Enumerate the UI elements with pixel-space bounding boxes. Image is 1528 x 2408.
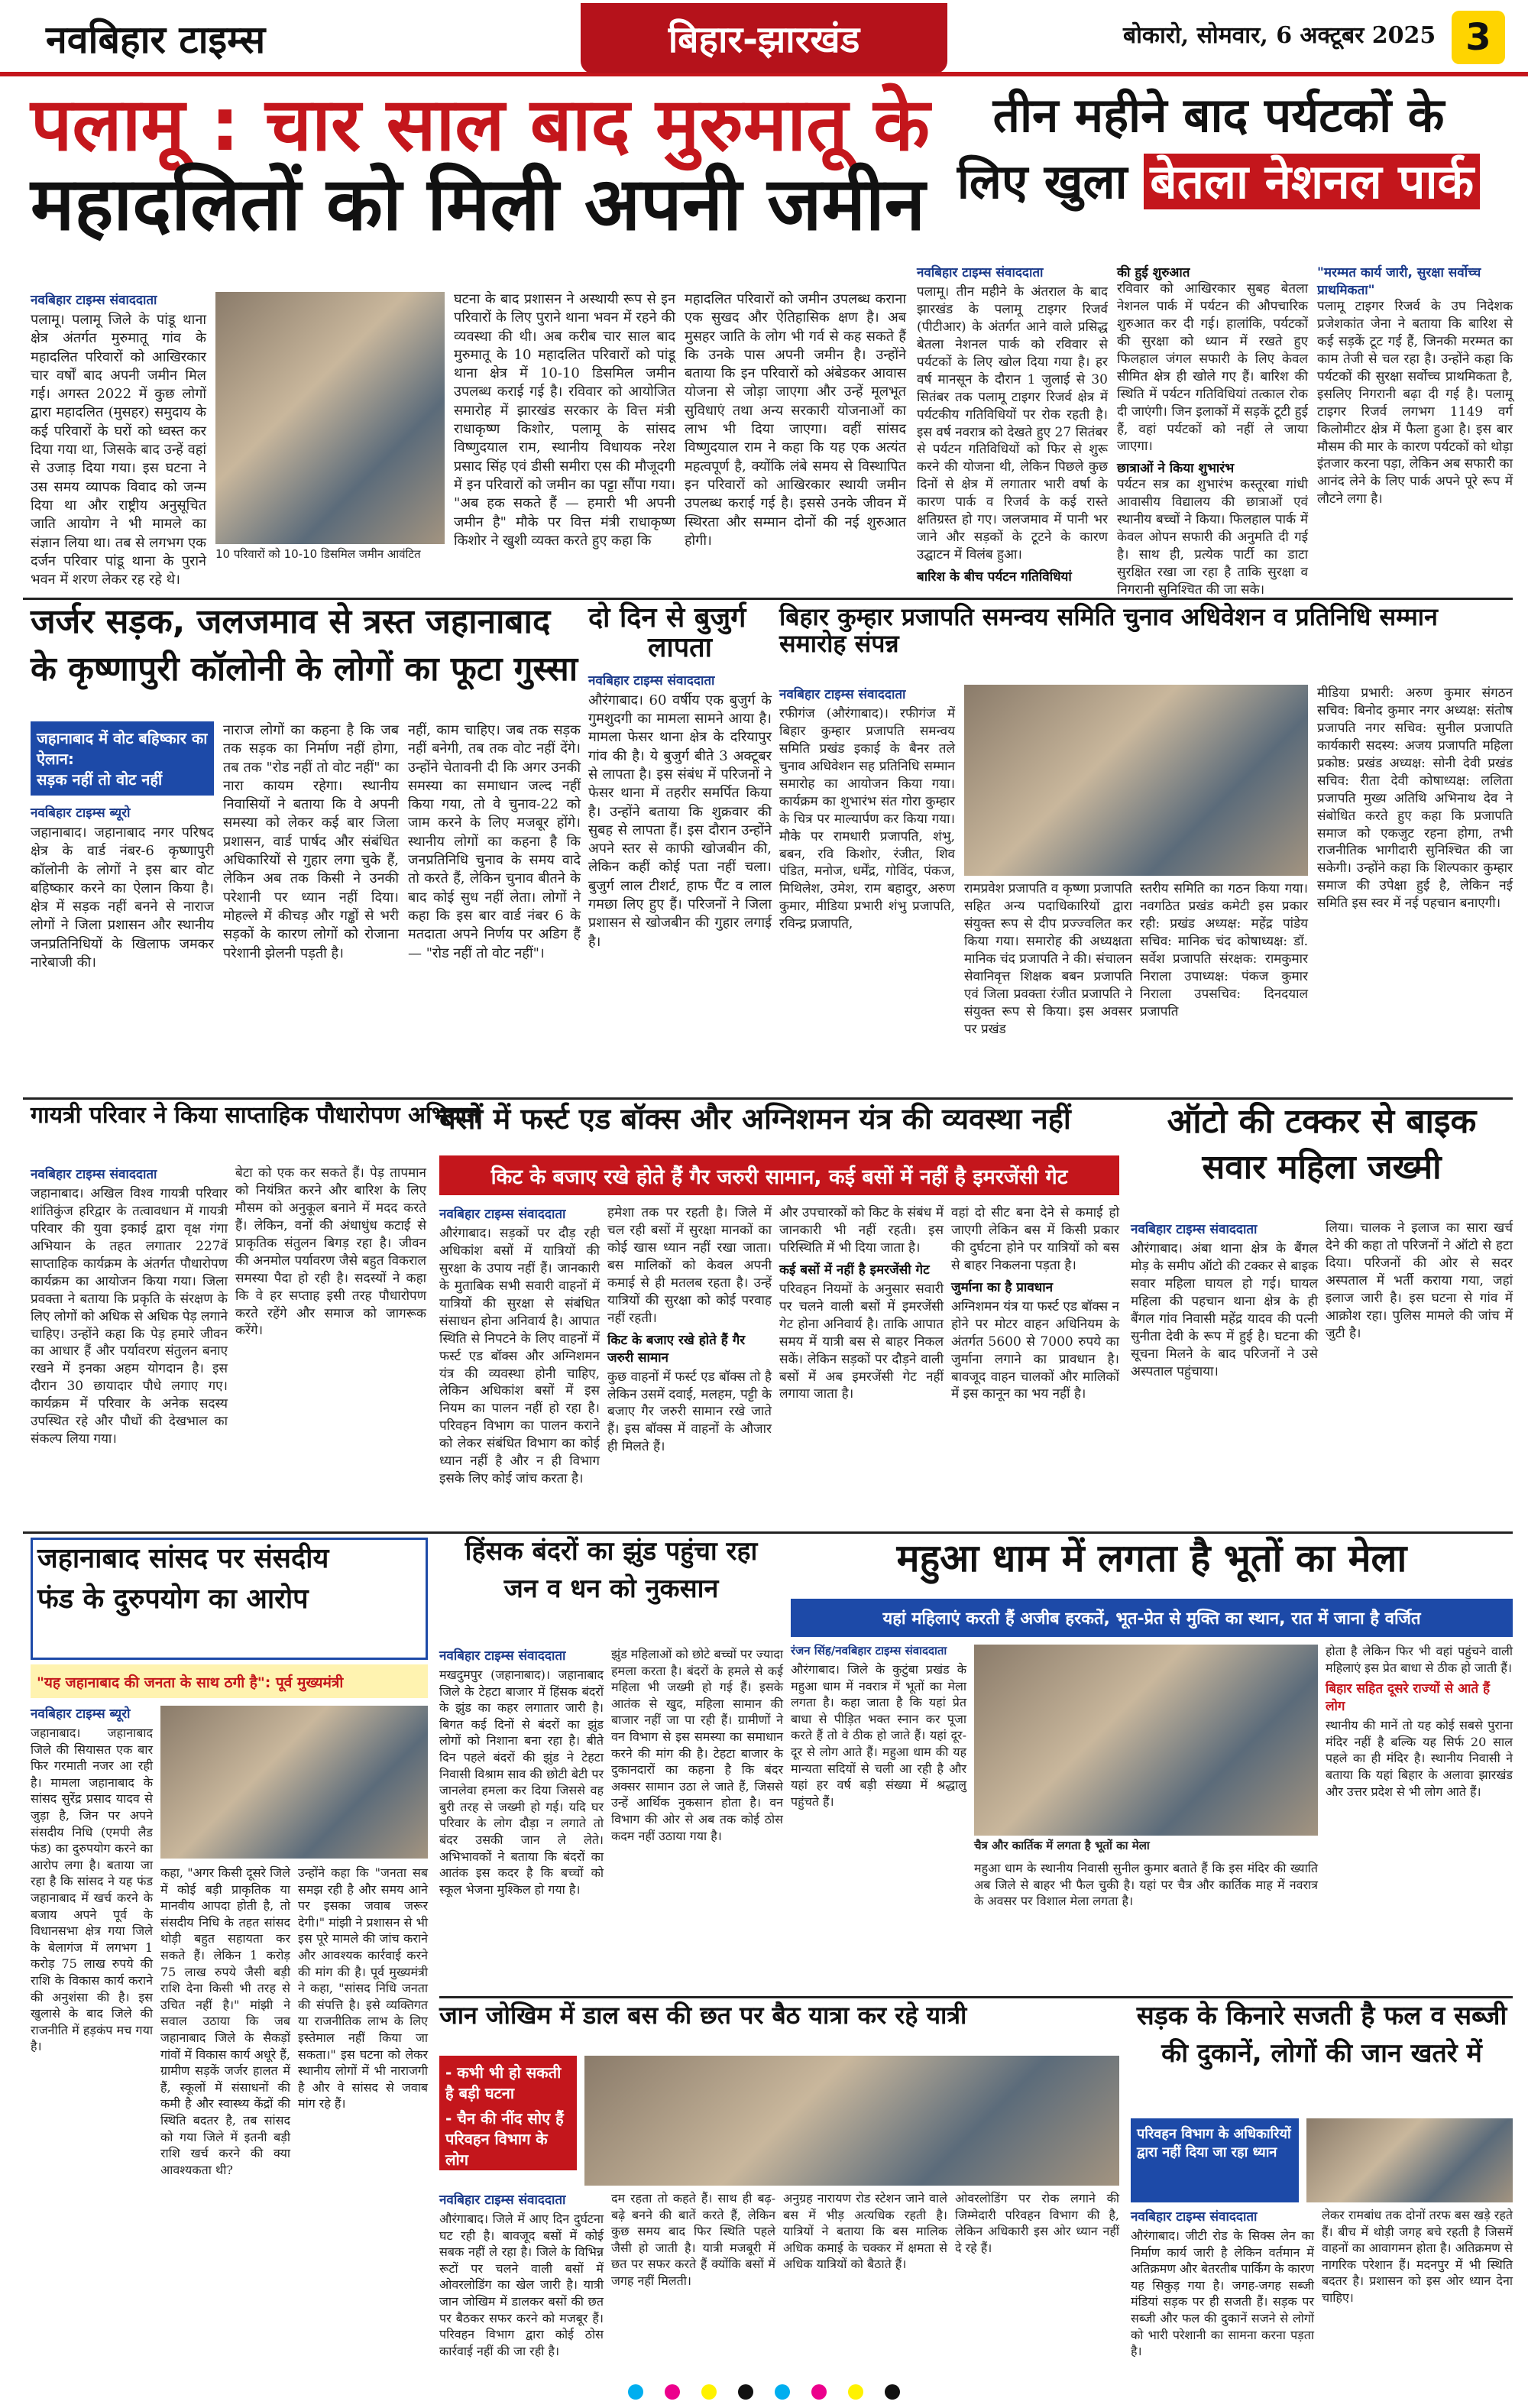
mahua-subhead: बिहार सहित दूसरे राज्यों से आते हैं लोग [1326,1681,1491,1715]
missing-story [588,604,772,1093]
mahua-photo [974,1645,1318,1836]
auto-headline [1131,1104,1513,1218]
page-number: 3 [1452,11,1505,64]
section-tab: बिहार-झारखंड [581,3,947,73]
cyan-mark [775,2384,790,2400]
roadside-col1 [1131,2207,1314,2363]
auto-col1 [1131,1220,1318,1525]
gayatri-col2 [235,1165,426,1525]
mahua-body-3: महुआ धाम के स्थानीय निवासी सुनील कुमार बताते हैं कि इस मंदिर की ख्याति अब जिले से बाहर भी फैल चुकी है। यहां पर चैत्र और कार्तिक माह में नवरात्र के अवसर पर विशाल मेला लगता है। [974,1861,1318,1909]
palamu-body-1: पलामू। पलामू जिले के पांडू थाना क्षेत्र अंतर्गत मुरुमातू गांव के महादलित परिवारों को आखिरकार चार वर्षों बाद अपनी जमीन मिल गई। अगस्त 2022 में कुछ लोगों द्वारा महादलित (मुसहर) समुदाय के कई परिवारों के घरों को ध्वस्त कर दिया गया था, जिसके बाद उन्हें वहां से उजाड़ दिया गया। इस घटना ने उस समय व्यापक विवाद को जन्म दिया था और राष्ट्रीय अनुसूचित जाति आयोग ने भी मामले का संज्ञान लिया था। तब से लगभग एक दर्जन परिवार पांडू थाना के पुराने भवन में शरण लेकर रह रहे थे। [31,312,206,588]
bus-subbar: किट के बजाए रखे होते हैं गैर जरुरी सामान, कई बसों में नहीं है इमरजेंसी गेट [439,1155,1119,1195]
kumhar-headline-text: बिहार कुम्हार प्रजापति समन्वय समिति चुनाव अधिवेशन व प्रतिनिधि सम्मान समारोह संपन्न [779,602,1438,658]
road-box-line2: सड़क नहीं तो वोट नहीं [37,770,163,789]
roof-col4 [955,2190,1119,2363]
betla-body-2: रविवार को आखिरकार सुबह बेतला नेशनल पार्क में पर्यटन की औपचारिक शुरुआत कर दी गई। हालांकि, पर्यटकों की सुरक्षा को ध्यान में रखते हुए फिलहाल जंगल सफारी के लिए केवल सीमित क्षेत्र ही खोले गए हैं। बारिश की स्थिति में पर्यटन गतिविधियां तत्काल रोक दी जाएंगी। जिन इलाकों में सड़कें टूटी हुई हैं, वहां पर्यटकों को नहीं ले जाया जाएगा। [1117,281,1308,455]
betla-subhead-3: छात्राओं ने किया शुभारंभ [1117,461,1235,477]
road-info-box [31,721,214,796]
roadside-info-box: परिवहन विभाग के अधिकारियों द्वारा नहीं दिया जा रहा ध्यान [1131,2118,1299,2202]
roof-body-4: ओवरलोडिंग पर रोक लगाने की जिम्मेदारी परिवहन विभाग की है, लेकिन अधिकारी इस ओर ध्यान नहीं दे रहे हैं। [955,2191,1119,2255]
mp-headline [31,1538,428,1660]
road-body-1: जहानाबाद। जहानाबाद नगर परिषद क्षेत्र के वार्ड नंबर-6 कृष्णापुरी कॉलोनी के लोगों ने इस बार वोट बहिष्कार करने का ऐलान किया है। क्षेत्र में सड़क नहीं बनने से नाराज लोगों ने जिला प्रशासन और स्थानीय जनप्रतिनिधियों के खिलाफ जमकर नारेबाजी की। [31,825,214,971]
roof-body-3: अनुग्रह नारायण रोड स्टेशन जाने वाले बस में भीड़ अत्यधिक रहती है। यात्रियों ने बताया कि बस मालिक अधिक कमाई के चक्कर में क्षमता से अधिक यात्रियों को बैठाते हैं। [783,2191,947,2272]
mp-body-1: जहानाबाद। जहानाबाद जिले की सियासत एक बार फिर गरमाती नजर आ रही है। मामला जहानाबाद के सांसद सुरेंद्र प्रसाद यादव से जुड़ा है, जिन पर अपने संसदीय निधि (एमपी लैड फंड) का दुरुपयोग करने का आरोप लगा है। बताया जा रहा है कि सांसद ने यह फंड जहानाबाद में खर्च करने के बजाय अपने पूर्व के विधानसभा क्षेत्र गया जिले के बेलागंज में लगभग 1 करोड़ 75 लाख रुपये की राशि के विकास कार्य कराने की अनुशंसा की है। इस खुलासे के बाद जिले की राजनीति में हड़कंप मच गया है। [31,1726,153,2054]
betla-body-1: पलामू। तीन महीने के अंतराल के बाद झारखंड के पलामू टाइगर रिजर्व (पीटीआर) के अंतर्गत आने वाले प्रसिद्ध बेतला नेशनल पार्क को रविवार से पर्यटकों के लिए खोल दिया गया है। हर वर्ष मानसून के दौरान 1 जुलाई से 30 सितंबर तक पलामू टाइगर रिजर्व क्षेत्र में पर्यटकीय गतिविधियों पर रोक रहती है। इस वर्ष नवरात्र को देखते हुए 27 सितंबर से पर्यटन गतिविधियों को फिर से शुरू करने की योजना थी, लेकिन पिछले कुछ दिनों से क्षेत्र में लगातार भारी वर्षा के कारण पार्क व रिजर्व के कई रास्ते क्षतिग्रस्त हो गए। जलजमाव में पानी भर जाने और सड़कों के टूटने के कारण उद्घाटन में विलंब हुआ। [917,284,1108,563]
roadside-col2 [1322,2207,1513,2363]
roof-body-1: औरंगाबाद। जिले में आए दिन दुर्घटना घट रही है। बावजूद बसों में कोई सबक नहीं ले रहा है। जिले के विभिन्न रूटों पर चलने वाली बसों में ओवरलोडिंग का खेल जारी है। यात्री जान जोखिम में डालकर बसों की छत पर बैठकर सफर करने को मजबूर हैं। परिवहन विभाग द्वारा कोई ठोस कार्रवाई नहीं की जा रही है। [439,2212,604,2358]
mahua-byline: रंजन सिंह/नवबिहार टाइम्स संवाददाता [791,1644,947,1658]
betla-headline-line2b: बेतला नेशनल पार्क [1144,154,1480,209]
kumhar-col2 [964,880,1132,1094]
monkey-col2 [611,1646,783,1990]
kumhar-photo [964,685,1308,876]
monkey-col1 [439,1646,604,1990]
kumhar-headline [779,604,1513,680]
bus-subhead-2: कई बसों में नहीं है इमरजेंसी गेट [779,1262,930,1278]
mp-quote: "यह जहानाबाद की जनता के साथ ठगी है": पूर्व मुख्यमंत्री [31,1664,428,1698]
black-mark [738,2384,753,2400]
road-col1 [31,721,214,1088]
newspaper-name: नवबिहार टाइम्स [46,17,266,62]
palamu-body-4: महादलित परिवारों को जमीन उपलब्ध कराना एक सुखद और ऐतिहासिक क्षण है। अब मुसहर जाति के लोग भी गर्व से कह सकते हैं कि उनके पास अपनी जमीन है। उन्होंने बताया कि इन परिवारों को अंबेडकर आवास योजना से जोड़ा जाएगा और उन्हें मूलभूत सुविधाएं तथा अन्य सरकारी योजनाओं का लाभ भी दिया जाएगा। वहीं सांसद विष्णुदयाल राम ने कहा कि यह एक अत्यंत महत्वपूर्ण है, क्योंकि लंबे समय से विस्थापित इन परिवारों को आखिरकार स्थायी जमीन उपलब्ध कराई गई है। इससे उनके जीवन में स्थिरता और सम्मान दोनों की नई शुरुआत होगी। [685,291,906,549]
kumhar-body-2: रामप्रवेश प्रजापति व कृष्णा प्रजापति सहित अन्य पदाधिकारियों द्वारा संयुक्त रूप से दीप प्रज्ज्वलित कर किया गया। समारोह की अध्यक्षता मानिक चंद प्रजापति ने की। संचालन सेवानिवृत्त शिक्षक बबन प्रजापति एवं जिला प्रवक्ता रंजीत प्रजापति ने संयुक्त रूप से किया। इस अवसर पर प्रखंड [964,881,1132,1037]
mp-byline: नवबिहार टाइम्स ब्यूरो [31,1706,131,1722]
gayatri-body-2: बेटा को एक कर सकते हैं। पेड़ तापमान को नियंत्रित करने और बारिश के लिए मौसम को अनुकूल बनाने में मदद करते हैं। लेकिन, वनों की अंधाधुंध कटाई से प्राकृतिक संतुलन बिगड़ रहा है। जीवन की अनमोल पर्यावरण जैसे बहुत विकराल समस्या पैदा हो रही है। सदस्यों ने कहा कि वे हर सप्ताह इसी तरह पौधारोपण करते रहेंगे और समाज को जागरूक करेंगे। [235,1165,426,1339]
roof-headline-text: जान जोखिम में डाल बस की छत पर बैठ यात्रा कर रहे यात्री [439,2001,967,2030]
masthead [0,0,1528,76]
mahua-col1 [791,1643,966,1991]
mp-body-2: कहा, "अगर किसी दूसरे जिले में कोई बड़ी प्राकृतिक या मानवीय आपदा होती है, तो संसदीय निधि के तहत सांसद थोड़ी बहुत सहायता कर सकते हैं। लेकिन 1 करोड़ 75 लाख रुपये जैसी बड़ी राशि देना किसी भी तरह से उचित नहीं है।" मांझी ने सवाल उठाया कि जब जहानाबाद जिले के सैकड़ों गांवों में विकास कार्य अधूरे हैं, ग्रामीण सड़कें जर्जर हालत में हैं, स्कूलों में संसाधनों की कमी है और स्वास्थ्य केंद्रों की स्थिति बदतर है, तब सांसद को गया जिले में इतनी बड़ी राशि खर्च करने की क्या आवश्यकता थी? [160,1865,290,2177]
roof-info-box [439,2056,577,2170]
mahua-body-2: होता है लेकिन फिर भी वहां पहुंचने वाली महिलाएं इस प्रेत बाधा से ठीक हो जाती हैं। [1326,1644,1513,1675]
mahua-body-2b: स्थानीय की मानें तो यह कोई सबसे पुराना मंदिर नहीं है बल्कि यह सिर्फ 20 साल पहले का ही मंदिर है। स्थानीय निवासी ने बताया कि यहां बिहार के अलावा झारखंड और उत्तर प्रदेश से भी लोग आते हैं। [1326,1718,1513,1799]
road-headline [31,604,581,718]
registration-marks [0,2375,1528,2408]
palamu-photo [215,292,445,544]
monkey-body-2: झुंड महिलाओं को छोटे बच्चों पर ज्यादा हमला करता है। बंदरों के हमले से कई महिला भी जख्मी हो गई हैं। इसके आतंक से खुद, महिला सामान की बाजार नहीं जा पा रही हैं। ग्रामीणों ने वन विभाग से इस समस्या का समाधान करने की मांग की है। टेहटा बाजार के दुकानदारों का कहना है कि बंदर अक्सर सामान उठा ले जाते हैं, जिससे उन्हें आर्थिक नुकसान होता है। वन विभाग की ओर से अब तक कोई ठोस कदम नहीं उठाया गया है। [611,1647,783,1843]
palamu-headline [31,82,930,287]
betla-body-3: पलामू टाइगर रिजर्व के उप निदेशक प्रजेशकांत जेना ने बताया कि बारिश से कई सड़कें टूट गई हैं, जिनकी मरम्मत का काम तेजी से चल रहा है। उन्होंने कहा कि पर्यटकों की सुरक्षा सर्वोच्च प्राथमिकता है, इसलिए निगरानी बढ़ा दी गई है। पलामू टाइगर रिजर्व लगभग 1149 वर्ग किलोमीटर क्षेत्र में फैला हुआ है। इस बार मौसम की मार के कारण पर्यटकों को थोड़ा इंतजार करना पड़ा, लेकिन अब सफारी का आनंद लेने के लिए पार्क अपने पूरे रूप में लौटने लगा है। [1317,299,1513,507]
roof-box-line1: - कभी भी हो सकती है बड़ी घटना [445,2063,562,2102]
roadside-headline-line2: की दुकानें, लोगों की जान खतरे में [1161,2037,1482,2069]
roof-col1 [439,2190,604,2363]
mahua-col3 [974,1860,1318,1990]
road-col2 [223,721,399,1088]
monkey-headline-line2: जन व धन को नुकसान [503,1573,719,1604]
bus-body-4: वहां दो सीट बना देने से कमाई हो जाएगी लेकिन बस में किसी प्रकार की दुर्घटना होने पर यात्रियों को बस से बाहर निकलना पड़ता है। [951,1205,1119,1273]
bus-col1 [439,1204,600,1525]
mp-photo [160,1706,428,1859]
bus-body-2b: कुछ वाहनों में फर्स्ट एड बॉक्स तो है लेकिन उसमें दवाई, मलहम, पट्टी के बजाए गैर जरुरी सामान रखे जाते हैं। इस बॉक्स में वाहनों के औजार ही मिलते हैं। [607,1369,772,1455]
road-headline-line2: के कृष्णापुरी कॉलोनी के लोगों का फूटा गुस्सा [31,649,578,689]
bus-body-3: और उपचारकों को किट के संबंध में जानकारी भी नहीं रहती। इस परिस्थिति में भी दिया जाता है। [779,1205,944,1256]
mahua-body-1: औरंगाबाद। जिले के कुटुंबा प्रखंड के महुआ धाम में नवरात्र में भूतों का मेला लगता है। कहा जाता है कि यहां प्रेत बाधा से पीड़ित भक्त स्नान कर पूजा करते हैं तो वे ठीक हो जाते हैं। यहां दूर-दूर से लोग आते हैं। महुआ धाम की यह मान्यता सदियों से चली आ रही है और यहां हर वर्ष बड़ी संख्या में श्रद्धालु पहुंचते हैं। [791,1662,966,1809]
betla-col1 [917,263,1108,591]
mp-headline-line1: जहानाबाद सांसद पर संसदीय [37,1543,329,1574]
bus-body-2: हमेशा तक पर रहती है। जिले में चल रही बसों में सुरक्षा मानकों का कोई खास ध्यान नहीं रखा जाता। बस मालिकों को केवल अपनी कमाई से ही मतलब रहता है। उन्हें यात्रियों की सुरक्षा को कोई परवाह नहीं रहती। [607,1205,772,1326]
mp-col3 [298,1865,428,2361]
palamu-byline: नवबिहार टाइम्स संवाददाता [31,293,157,308]
auto-body-1: औरंगाबाद। अंबा थाना क्षेत्र के बैंगल मोड़ के समीप ऑटो की टक्कर से बाइक सवार महिला घायल हो गई। घायल महिला की पहचान थाना क्षेत्र के ही बैंगल गांव निवासी महेंद्र यादव की पत्नी सुनीता देवी के रूप में हुई है। घटना की सूचना मिलने के बाद परिजनों ने उसे अस्पताल पहुंचाया। [1131,1241,1318,1379]
dateline: बोकारो, सोमवार, 6 अक्टूबर 2025 [1123,22,1436,49]
bus-col4 [951,1204,1119,1525]
bus-subhead-1: किट के बजाए रखे होते हैं गैर जरुरी सामान [607,1332,746,1366]
mp-headline-line2: फंड के दुरुपयोग का आरोप [37,1583,309,1615]
mahua-subbar: यहां महिलाएं करती हैं अजीब हरकतें, भूत-प्रेत से मुक्ति का स्थान, रात में जाना है वर्जित [791,1599,1513,1637]
roadside-body-1: औरंगाबाद। जीटी रोड के सिक्स लेन का निर्माण कार्य जारी है लेकिन वर्तमान में अतिक्रमण और बेतरतीब पार्किंग के कारण यह सिकुड़ गया है। जगह-जगह सब्जी मंडियां सड़क पर ही सजती हैं। सड़क पर सब्जी और फल की दुकानें सजने से लोगों को भारी परेशानी का सामना करना पड़ता है। [1131,2228,1314,2359]
roadside-byline: नवबिहार टाइम्स संवाददाता [1131,2209,1258,2225]
bus-body-4b: अग्निशमन यंत्र या फर्स्ट एड बॉक्स न होने पर मोटर वाहन अधिनियम के अंतर्गत 5600 से 7000 रुपये का जुर्माना लगाने का प्रावधान है। बावजूद वाहन चालकों और मालिकों में इस कानून का भय नहीं है। [951,1298,1119,1402]
monkey-byline: नवबिहार टाइम्स संवाददाता [439,1648,566,1664]
auto-byline: नवबिहार टाइम्स संवाददाता [1131,1222,1258,1237]
missing-headline-line1: दो दिन से बुजुर्ग [588,602,746,634]
palamu-col1 [31,290,206,588]
kumhar-body-1: रफीगंज (औरंगाबाद)। रफीगंज में बिहार कुम्हार प्रजापति समन्वय समिति प्रखंड इकाई के बैनर तले चुनाव अधिवेशन सह प्रतिनिधि सम्मान समारोह का आयोजन किया गया। कार्यक्रम का शुभारंभ संत गोरा कुम्हार के चित्र पर माल्यार्पण कर किया गया। मौके पर रामधारी प्रजापति, शंभु, बबन, रवि किशोर, रंजीत, शिव पंडित, मनोज, धर्मेंद्र, गोविंद, पंकज, मिथिलेश, उमेश, राम बहादुर, अरुण कुमार, मीडिया प्रभारी शंभु प्रजापति, रविन्द्र प्रजापति, [779,706,955,932]
roof-box-line2: - चैन की नींद सोए हैं परिवहन विभाग के लोग [445,2109,564,2169]
kumhar-col1 [779,685,955,1093]
betla-col2 [1117,263,1308,598]
monkey-headline-line1: हिंसक बंदरों का झुंड पहुंचा रहा [465,1536,758,1567]
palamu-col4 [685,290,906,588]
divider [23,1531,1513,1534]
mahua-headline [791,1538,1513,1596]
yellow-mark [848,2384,863,2400]
gayatri-col1 [31,1165,228,1525]
gayatri-byline: नवबिहार टाइम्स संवाददाता [31,1167,157,1182]
betla-headline-line1: तीन महीने बाद पर्यटकों के [992,87,1445,143]
magenta-mark [811,2384,827,2400]
mahua-photo-caption: चैत्र और कार्तिक में लगता है भूतों का मेला [974,1839,1150,1852]
roof-col2 [611,2190,775,2363]
roof-photo [584,2056,1119,2186]
betla-byline: नवबिहार टाइम्स संवाददाता [917,265,1044,280]
road-body-2: नाराज लोगों का कहना है कि जब तक सड़क का निर्माण नहीं होगा, तब तक "रोड नहीं तो वोट नहीं" का नारा कायम रहेगा। स्थानीय निवासियों ने बताया कि वे अपनी समस्या को लेकर कई बार जिला प्रशासन, वार्ड पार्षद और संबंधित अधिकारियों से गुहार लगा चुके हैं, लेकिन अब तक किसी ने उनकी परेशानी पर ध्यान नहीं दिया। मोहल्ले में कीचड़ और गड्ढों से भरी सड़कों के कारण लोगों को रोजाना परेशानी झेलनी पड़ती है। [223,722,399,961]
kumhar-col3 [1317,685,1513,1093]
road-col3 [408,721,581,1088]
betla-headline-line2a: लिए खुला [957,153,1144,209]
betla-headline [924,87,1513,258]
gayatri-headline [31,1102,480,1165]
monkey-body-1: मखदुमपुर (जहानाबाद)। जहानाबाद जिले के टेहटा बाजार में हिंसक बंदरों के झुंड का कहर लगातार जारी है। बिगत कई दिनों से बंदरों का झुंड लोगों को निशाना बना रहा है। बीते दिन पहले बंदरों की झुंड ने टेहटा निवासी विश्राम साव की छोटी बेटी पर जानलेवा हमला कर दिया जिससे वह बुरी तरह से जख्मी हो गई। यदि घर परिवार के लोग दौड़ा न लगाते तो बंदर उसकी जान ले लेते। अभिभावकों ने बताया कि बंदरों का आतंक इस कदर है कि बच्चों को स्कूल भेजना मुश्किल हो गया है। [439,1667,604,1897]
roadside-body-2: लेकर रामबांध तक दोनों तरफ बस खड़े रहते हैं। बीच में थोड़ी जगह बचे रहती है जिसमें वाहनों का आवागमन होता है। अतिक्रमण से नागरिक परेशान हैं। मदनपुर में भी स्थिति बदतर है। प्रशासन को इस ओर ध्यान देना चाहिए। [1322,2208,1513,2305]
road-box-line1: जहानाबाद में वोट बहिष्कार का ऐलान: [37,729,208,768]
betla-subhead-1: बारिश के बीच पर्यटन गतिविधियां [917,569,1072,585]
kumhar-body-2b: स्तरीय समिति का गठन किया गया। नवगठित प्रखंड कमेटी इस प्रकार रही: प्रखंड अध्यक्ष: महेंद्र पांडेय सचिव: मानिक चंद कोषाध्यक्ष: डॉ. सर्वेश प्रजापति संरक्षक: रामकुमार निराला उपाध्यक्ष: पंकज कुमार निराला उपसचिव: दिनदयाल प्रजापति [1140,881,1308,1019]
bus-body-1: औरंगाबाद। सड़कों पर दौड़ रही अधिकांश बसों में यात्रियों की सुरक्षा के उपाय नहीं हैं। जानकारी के मुताबिक सभी सवारी वाहनों में यात्रियों की सुरक्षा से संबंधित संसाधन होना अनिवार्य है। आपात स्थिति से निपटने के लिए वाहनों में फर्स्ट एड बॉक्स और अग्निशमन यंत्र की व्यवस्था होनी चाहिए, लेकिन अधिकांश बसों में इस नियम का पालन नहीं हो रहा है। परिवहन विभाग का पालन कराने को लेकर संबंधित विभाग का कोई ध्यान नहीं है और न ही विभाग इसके लिए कोई जांच करता है। [439,1226,600,1487]
bus-subhead-3: जुर्माना का है प्रावधान [951,1279,1054,1295]
divider [439,1996,1513,1998]
bus-col3 [779,1204,944,1525]
roof-body-2: दम रहता तो कहते हैं। साथ ही बढ़-बढ़े बनने की बातें करते हैं, लेकिन कुछ समय बाद फिर स्थिति पहले जैसी हो जाती है। यात्री मजबूरी में छत पर सफर करते हैं क्योंकि बसों में जगह नहीं मिलती। [611,2191,775,2288]
road-body-3: नहीं, काम चाहिए। जब तक सड़क नहीं बनेगी, तब तक वोट नहीं देंगे। उन्होंने चेतावनी दी कि अगर उनकी समस्या का समाधान जल्द नहीं किया गया, तो वे चुनाव-22 को जाम करने के लिए मजबूर होंगे। स्थानीय लोगों का कहना है कि जनप्रतिनिधि चुनाव के समय वादे तो करते हैं, लेकिन चुनाव बीतने के बाद कोई सुध नहीं लेता। लोगों ने कहा कि इस बार वार्ड नंबर 6 के मतदाता अपने निर्णय पर अडिग हैं — "रोड नहीं तो वोट नहीं"। [408,722,581,961]
palamu-photo-caption: 10 परिवारों को 10-10 डिसमिल जमीन आवंटित [215,547,421,561]
betla-col3 [1317,263,1513,591]
kumhar-body-3: मीडिया प्रभारी: अरुण कुमार संगठन सचिव: बिनोद कुमार नगर अध्यक्ष: संतोष प्रजापति नगर सचिव: सुनील प्रजापति कार्यकारी सदस्य: अजय प्रजापति महिला प्रकोष्ठ: प्रखंड अध्यक्ष: सोनी देवी प्रखंड सचिव: रीता देवी कोषाध्यक्ष: ललिता प्रजापति मुख्य अतिथि अभिनाथ देव ने संबोधित करते हुए कहा कि प्रजापति समाज को एकजुट रहना होगा, तभी राजनीतिक भागीदारी सुनिश्चित की जा सकेगी। उन्होंने कहा कि शिल्पकार कुम्हार समाज की उपेक्षा हुई है, लेकिन नई समिति इस स्वर में नई पहचान बनाएगी। [1317,685,1513,912]
roof-col3 [783,2190,947,2363]
missing-body: औरंगाबाद। 60 वर्षीय एक बुजुर्ग के गुमशुदगी का मामला सामने आया है। मामला फेसर थाना क्षेत्र के दरियापुर गांव की है। ये बुजुर्ग बीते 3 अक्टूबर से लापता है। इस संबंध में परिजनों ने फेसर थाना में तहरीर समर्पित किया है। उन्होंने बताया कि शुक्रवार की सुबह से लापता हैं। इस दौरान उन्होंने अपने स्तर से काफी खोजबीन की, लेकिन कहीं कोई पता नहीं चला। बुजुर्ग लाल टीशर्ट, हाफ पैंट व लाल गमछा लिए हुए हैं। परिजनों ने जिला प्रशासन से खोजबीन की गुहार लगाई है। [588,692,772,950]
roadside-headline [1131,2002,1513,2117]
road-headline-line1: जर्जर सड़क, जलजमाव से त्रस्त जहानाबाद [31,602,551,641]
mahua-headline-text: महुआ धाम में लगता है भूतों का मेला [896,1536,1407,1580]
roof-byline: नवबिहार टाइम्स संवाददाता [439,2192,566,2208]
yellow-mark [701,2384,717,2400]
auto-col2 [1326,1220,1513,1525]
betla-subhead-2: की हुई शुरुआत [1117,265,1190,280]
palamu-headline-line1: पलामू : चार साल बाद मुरुमातू के [31,82,930,167]
bus-headline-text: बसों में फर्स्ट एड बॉक्स और अग्निशमन यंत्र की व्यवस्था नहीं [439,1102,1071,1136]
betla-subhead-4: "मरम्मत कार्य जारी, सुरक्षा सर्वोच्च प्राथमिकता" [1317,265,1481,298]
gayatri-body-1: जहानाबाद। अखिल विश्व गायत्री परिवार शांतिकुंज हरिद्वार के तत्वावधान में गायत्री परिवार की युवा इकाई द्वारा वृक्ष गंगा अभियान के तहत लगातार 227वें साप्ताहिक कार्यक्रम के अंतर्गत पौधारोपण कार्यक्रम का आयोजन किया गया। जिला प्रवक्ता ने बताया कि प्रकृति के संरक्षण के लिए लोगों को अधिक से अधिक पेड़ लगाने चाहिए। उन्होंने कहा कि पेड़ हमारे जीवन का आधार हैं और पर्यावरण संतुलन बनाए रखने में इनका अहम योगदान है। इस दौरान 30 छायादार पौधे लगाए गए। कार्यक्रम में परिवार के अनेक सदस्य उपस्थित रहे और पौधों की देखभाल का संकल्प लिया गया। [31,1186,228,1447]
roadside-photo [1306,2118,1513,2202]
kumhar-byline: नवबिहार टाइम्स संवाददाता [779,687,906,702]
bus-col2 [607,1204,772,1525]
monkey-headline [439,1538,783,1645]
mp-col1 [31,1704,153,2361]
auto-headline-line2: सवार महिला जख्मी [1202,1147,1442,1187]
road-byline: नवबिहार टाइम्स ब्यूरो [31,805,131,821]
kumhar-col2b [1140,880,1308,1094]
mp-col2 [160,1865,290,2361]
bus-headline [439,1104,1119,1157]
mp-body-3: उन्होंने कहा कि "जनता सब समझ रही है और समय आने पर इसका जवाब जरूर देगी।" मांझी ने प्रशासन से भी इस पूरे मामले की जांच कराने और आवश्यक कार्रवाई करने की मांग की है। पूर्व मुख्यमंत्री ने कहा, "सांसद निधि जनता की संपत्ति है। इसे व्यक्तिगत या राजनीतिक लाभ के लिए इस्तेमाल नहीं किया जा सकता।" इस घटना को लेकर स्थानीय लोगों में भी नाराजगी है और वे सांसद से जवाब मांग रहे हैं। [298,1865,428,2111]
bus-byline: नवबिहार टाइम्स संवाददाता [439,1207,566,1222]
gayatri-headline-text: गायत्री परिवार ने किया साप्ताहिक पौधारोपण अभियान [31,1102,480,1129]
black-mark [885,2384,900,2400]
missing-byline: नवबिहार टाइम्स संवाददाता [588,672,715,689]
roadside-headline-line1: सड़क के किनारे सजती है फल व सब्जी [1136,2001,1507,2031]
bus-body-3b: परिवहन नियमों के अनुसार सवारी पर चलने वाली बसों में इमरजेंसी गेट होना अनिवार्य है। ताकि आपात समय में यात्री बस से बाहर निकल सकें। लेकिन सड़कों पर दौड़ने वाली बसों में अब इमरजेंसी गेट नहीं लगाया जाता है। [779,1281,944,1402]
missing-headline-line2: लापता [647,631,713,663]
cyan-mark [628,2384,643,2400]
palamu-body-3: घटना के बाद प्रशासन ने अस्थायी रूप से इन परिवारों के लिए पुराने थाना भवन में रहने की व्यवस्था की थी। अब करीब चार साल बाद मुरुमातू के 10 महादलित परिवारों को पांडू थाना क्षेत्र में 10-10 डिसमिल जमीन उपलब्ध कराई गई है। रविवार को आयोजित समारोह में झारखंड सरकार के वित्त मंत्री राधाकृष्ण किशोर, पलामू के सांसद विष्णुदयाल राम, स्थानीय विधायक नरेश प्रसाद सिंह एवं डीसी समीरा एस की मौजूदगी में इन परिवारों को जमीन का पट्टा सौंपा गया। "अब हक सकते हैं — हमारी भी अपनी जमीन है" मौके पर वित्त मंत्री राधाकृष्ण किशोर ने खुशी व्यक्त करते हुए कहा कि [454,291,675,549]
palamu-headline-line2: महादलितों को मिली अपनी जमीन [31,160,926,247]
palamu-col3 [454,290,675,588]
roof-headline [439,2002,1119,2048]
betla-body-2b: पर्यटन सत्र का शुभारंभ कस्तूरबा गांधी आवासीय विद्यालय की छात्राओं एवं स्थानीय बच्चों ने किया। फिलहाल पार्क में केवल ओपन सफारी की अनुमति दी गई है। साथ ही, प्रत्येक पार्टी का डाटा सुरक्षित रखा जा रहा है ताकि सुरक्षा व निगरानी सुनिश्चित की जा सके। [1117,477,1308,598]
divider [23,598,1513,600]
divider [23,1097,1513,1100]
auto-body-2: लिया। चालक ने इलाज का सारा खर्च देने की कहा तो परिजनों ने ऑटो से हटा दिया। परिजनों की ओर से सदर अस्पताल में भर्ती कराया गया, जहां इलाज जारी है। इस घटना से गांव में आक्रोश रहा। पुलिस मामले की जांच में जुटी है। [1326,1220,1513,1341]
auto-headline-line1: ऑटो की टक्कर से बाइक [1167,1102,1477,1141]
magenta-mark [665,2384,680,2400]
mahua-col2 [1326,1643,1513,1991]
